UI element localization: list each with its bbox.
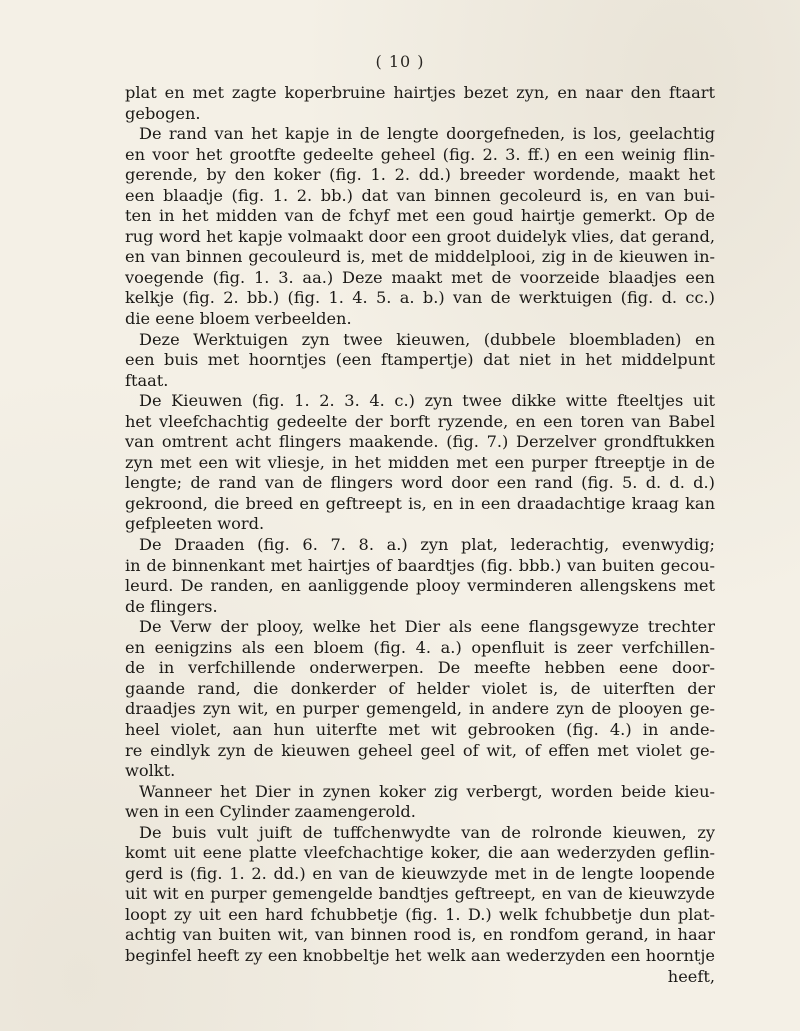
text-line: gebogen. bbox=[125, 103, 201, 123]
text-line: in de binnenkant met hairtjes of baardtjes (fig. bbb.) van buiten gecou- bbox=[125, 555, 715, 575]
text-line: beginfel heeft zy een knobbeltje het welk aan wederzyden een hoorntje bbox=[125, 945, 715, 965]
text-line: een buis met hoorntjes (een ftampertje) dat niet in het middelpunt bbox=[125, 350, 715, 370]
text-line: en eenigzins als een bloem (fig. 4. a.) openfluit is zeer verfchillen- bbox=[125, 637, 715, 657]
text-line: gaande rand, die donkerder of helder violet is, de uiterften der bbox=[125, 678, 715, 698]
text-line: komt uit eene platte vleefchachtige koker, die aan wederzyden geflin- bbox=[125, 843, 715, 863]
text-line: lengte; de rand van de flingers word door een rand (fig. 5. d. d. d.) bbox=[125, 473, 715, 493]
text-line: De rand van het kapje in de lengte doorgefneden, is los, geelachtig bbox=[139, 124, 715, 144]
text-line: gerende, by den koker (fig. 1. 2. dd.) breeder wordende, maakt het bbox=[125, 165, 715, 185]
text-line: zyn met een wit vliesje, in het midden met een purper ftreeptje in de bbox=[125, 452, 715, 472]
body-text bbox=[125, 83, 715, 987]
text-line: wen in een Cylinder zaamengerold. bbox=[125, 802, 416, 822]
text-line: draadjes zyn wit, en purper gemengeld, in andere zyn de plooyen ge- bbox=[125, 699, 715, 719]
text-line: Deze Werktuigen zyn twee kieuwen, (dubbele bloembladen) en bbox=[139, 329, 715, 349]
text-line: gekroond, die breed en geftreept is, en in een draadachtige kraag kan bbox=[125, 493, 715, 513]
page-number: ( 10 ) bbox=[375, 52, 425, 71]
text-line: gefpleeten word. bbox=[125, 514, 265, 534]
text-line: ten in het midden van de fchyf met een goud hairtje gemerkt. Op de bbox=[125, 206, 715, 226]
text-line: de flingers. bbox=[125, 596, 218, 616]
text-line: en voor het grootfte gedeelte geheel (fig. 2. 3. ff.) en een weinig flin- bbox=[125, 144, 715, 164]
text-line: gerd is (fig. 1. 2. dd.) en van de kieuwzyde met in de lengte loopende bbox=[125, 863, 715, 883]
text-line: rug word het kapje volmaakt door een groot duidelyk vlies, dat gerand, bbox=[125, 226, 715, 246]
text-line: en van binnen gecouleurd is, met de middelplooi, zig in de kieuwen in- bbox=[125, 247, 715, 267]
text-line: heeft, bbox=[667, 966, 715, 986]
text-line: een blaadje (fig. 1. 2. bb.) dat van binnen gecoleurd is, en van bui- bbox=[125, 185, 715, 205]
text-line: De buis vult juift de tuffchenwydte van de rolronde kieuwen, zy bbox=[139, 822, 715, 842]
text-line: De Kieuwen (fig. 1. 2. 3. 4. c.) zyn twee dikke witte fteeltjes uit bbox=[139, 391, 715, 411]
text-line: kelkje (fig. 2. bb.) (fig. 1. 4. 5. a. b.) van de werktuigen (fig. d. cc.) bbox=[125, 288, 715, 308]
text-line: van omtrent acht flingers maakende. (fig. 7.) Derzelver grondftukken bbox=[125, 432, 715, 452]
text-line: De Draaden (fig. 6. 7. 8. a.) zyn plat, lederachtig, evenwydig; bbox=[139, 535, 715, 555]
text-line: achtig van buiten wit, van binnen rood is, en rondfom gerand, in haar bbox=[125, 925, 715, 945]
text-line: heel violet, aan hun uiterfte met wit gebrooken (fig. 4.) in ande- bbox=[125, 719, 715, 739]
text-line: wolkt. bbox=[125, 761, 176, 781]
text-line: de in verfchillende onderwerpen. De meefte hebben eene door- bbox=[125, 658, 715, 678]
text-line: loopt zy uit een hard fchubbetje (fig. 1. D.) welk fchubbetje dun plat- bbox=[125, 904, 715, 924]
text-line: ftaat. bbox=[125, 370, 169, 390]
text-line: re eindlyk zyn de kieuwen geheel geel of wit, of effen met violet ge- bbox=[125, 740, 715, 760]
text-line: De Verw der plooy, welke het Dier als eene flangsgewyze trechter bbox=[139, 617, 715, 637]
text-line: het vleefchachtig gedeelte der borft ryzende, en een toren van Babel bbox=[125, 411, 715, 431]
text-line: leurd. De randen, en aanliggende plooy verminderen allengskens met bbox=[125, 576, 715, 596]
text-line: Wanneer het Dier in zynen koker zig verbergt, worden beide kieu- bbox=[139, 781, 715, 801]
text-line: uit wit en purper gemengelde bandtjes geftreept, en van de kieuwzyde bbox=[125, 884, 715, 904]
text-line: plat en met zagte koperbruine hairtjes bezet zyn, en naar den ftaart bbox=[125, 83, 715, 102]
text-line: die eene bloem verbeelden. bbox=[125, 309, 352, 329]
text-line: voegende (fig. 1. 3. aa.) Deze maakt met de voorzeide blaadjes een bbox=[125, 267, 715, 287]
